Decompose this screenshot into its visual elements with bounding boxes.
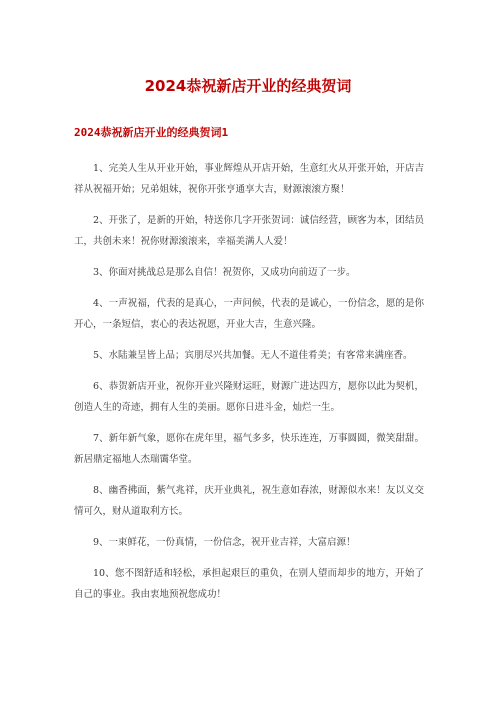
paragraph: 7、新年新气象，愿你在虎年里，福气多多，快乐连连，万事圆圆，微笑甜甜。新居鼎定福地人杰瑞霭华堂。 (74, 433, 424, 465)
paragraph: 9、一束鲜花，一份真情，一份信念，祝开业吉祥，大富启源！ (93, 537, 356, 548)
paragraph: 10、您不图舒适和轻松，承担起艰巨的重负，在别人望而却步的地方，开始了自己的事业。我由衷地预祝您成功！ (74, 568, 424, 600)
paragraph: 5、水陆兼呈皆上品；宾朋尽兴共加餐。无人不道佳肴美；有客常来满座香。 (93, 350, 413, 361)
paragraph: 3、你面对挑战总是那么自信！祝贺你，又成功向前迈了一步。 (93, 267, 356, 278)
paragraph: 1、完美人生从开业开始，事业辉煌从开店开始，生意红火从开张开始，开店吉祥从祝福开始；兄弟姐妹，祝你开张亨通享大吉，财源滚滚方聚！ (74, 163, 424, 195)
paragraph: 8、幽香拂面，紫气兆祥，庆开业典礼，祝生意如春浓，财源似水来！友以义交情可久，财从道取利方长。 (74, 485, 424, 517)
paragraph: 6、恭贺新店开业，祝你开业兴隆财运旺，财源广进达四方，愿你以此为契机，创造人生的奇迹，拥有人生的美丽。愿你日进斗金，灿烂一生。 (74, 381, 424, 413)
paragraph: 2、开张了，是新的开始，特送你几字开张贺词：诚信经营，顾客为本，团结员工，共创未来！祝你财源滚滚来，幸福美满人人爱！ (74, 215, 424, 247)
section-heading: 2024恭祝新店开业的经典贺词1 (74, 126, 229, 139)
paragraph-list (74, 158, 424, 615)
paragraph: 4、一声祝福，代表的是真心，一声问候，代表的是诚心，一份信念，愿的是你开心，一条短信，衷心的表达祝愿，开业大吉，生意兴隆。 (74, 298, 424, 330)
document-title: 2024恭祝新店开业的经典贺词 (144, 77, 352, 95)
